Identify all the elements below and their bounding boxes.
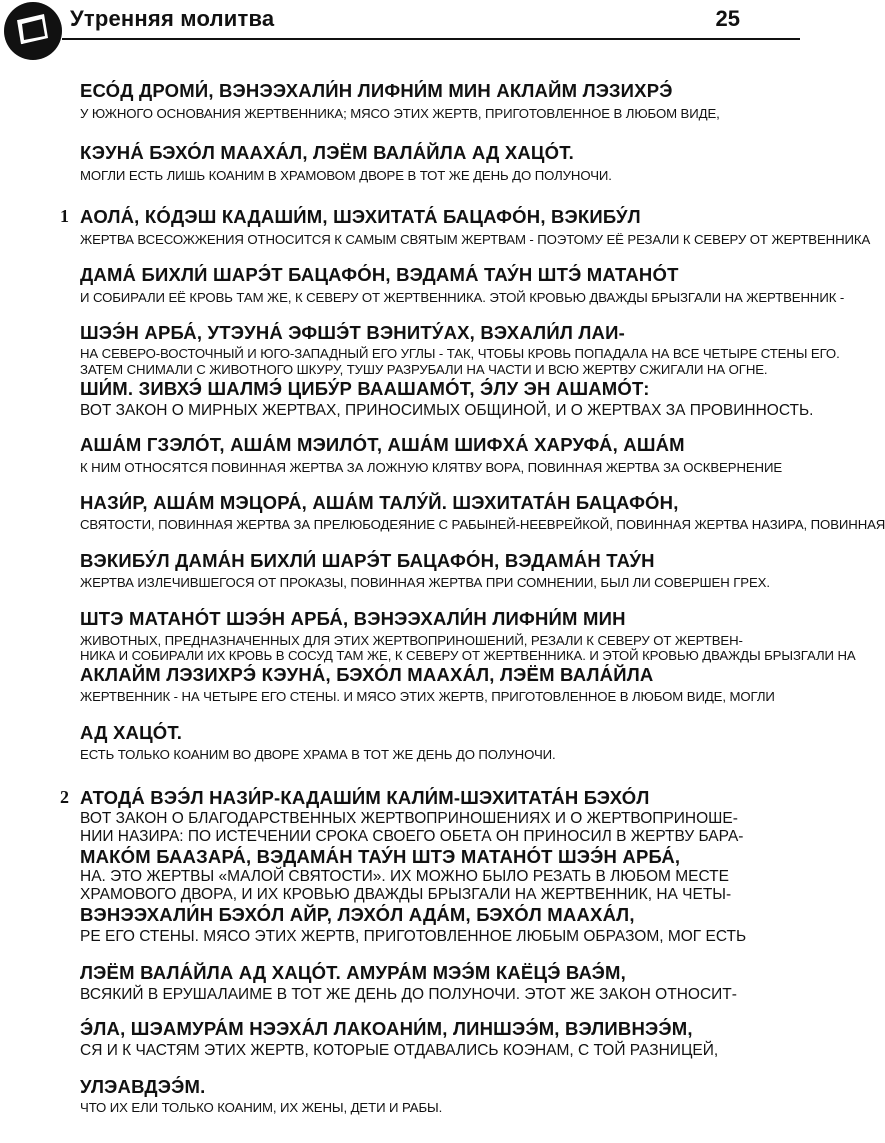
page-header (0, 0, 800, 44)
transliteration-line: АТОДА́ ВЭЭ́Л НАЗИ́Р-КАДАШИ́М КАЛИ́М-ШЭХИТАТА́Н БЭХО́Л (80, 787, 650, 808)
transliteration-line: АОЛА́, КО́ДЭШ КАДАШИ́М, ШЭХИТАТА́ БАЦАФО́Н, ВЭКИБУ́Л (80, 206, 641, 227)
transliteration-line: Э́ЛА, ШЭАМУРА́М НЭЭХА́Л ЛАКОАНИ́М, ЛИНШЭЭ́М, ВЭЛИВНЭЭ́М, (80, 1018, 693, 1039)
page-title: Утренняя молитва (70, 6, 275, 31)
translation-line: НИКА И СОБИРАЛИ ИХ КРОВЬ В СОСУД ТАМ ЖЕ, К СЕВЕРУ ОТ ЖЕРТВЕННИКА. И ЭТОЙ КРОВЬЮ ДВАЖДЫ БРЫЗГАЛИ НА (80, 648, 856, 663)
transliteration-line: НАЗИ́Р, АША́М МЭЦОРА́, АША́М ТАЛУ́Й. ШЭХИТАТА́Н БАЦАФО́Н, (80, 492, 679, 513)
translation-line: НА. ЭТО ЖЕРТВЫ «МАЛОЙ СВЯТОСТИ». ИХ МОЖНО БЫЛО РЕЗАТЬ В ЛЮБОМ МЕСТЕ (80, 868, 729, 885)
translation-line: МОГЛИ ЕСТЬ ЛИШЬ КОАНИМ В ХРАМОВОМ ДВОРЕ В ТОТ ЖЕ ДЕНЬ ДО ПОЛУНОЧИ. (80, 168, 612, 183)
page-number: 25 (715, 6, 740, 31)
translation-line: ВСЯКИЙ В ЕРУШАЛАИМЕ В ТОТ ЖЕ ДЕНЬ ДО ПОЛУНОЧИ. ЭТОТ ЖЕ ЗАКОН ОТНОСИТ- (80, 986, 737, 1003)
translation-line: ЖЕРТВЕННИК - НА ЧЕТЫРЕ ЕГО СТЕНЫ. И МЯСО ЭТИХ ЖЕРТВ, ПРИГОТОВЛЕННОЕ В ЛЮБОМ ВИДЕ, МОГЛИ (80, 689, 775, 704)
translation-line: СВЯТОСТИ, ПОВИННАЯ ЖЕРТВА ЗА ПРЕЛЮБОДЕЯНИЕ С РАБЫНЕЙ-НЕЕВРЕЙКОЙ, ПОВИННАЯ ЖЕРТВА НАЗИРА, ПОВИННАЯ (80, 517, 885, 532)
transliteration-line: ЛЭЁМ ВАЛА́ЙЛА АД ХАЦО́Т. АМУРА́М МЭЭ́М КАЁЦЭ́ ВАЭ́М, (80, 962, 626, 983)
translation-line: СЯ И К ЧАСТЯМ ЭТИХ ЖЕРТВ, КОТОРЫЕ ОТДАВАЛИСЬ КОЭНАМ, С ТОЙ РАЗНИЦЕЙ, (80, 1042, 719, 1059)
header-divider (62, 38, 800, 40)
transliteration-line: ШТЭ МАТАНО́Т ШЭЭ́Н АРБА́, ВЭНЭЭХАЛИ́Н ЛИФНИ́М МИН (80, 608, 626, 629)
translation-line: РЕ ЕГО СТЕНЫ. МЯСО ЭТИХ ЖЕРТВ, ПРИГОТОВЛЕННОЕ ЛЮБЫМ ОБРАЗОМ, МОГ ЕСТЬ (80, 928, 747, 945)
translation-line: ЧТО ИХ ЕЛИ ТОЛЬКО КОАНИМ, ИХ ЖЕНЫ, ДЕТИ И РАБЫ. (80, 1100, 443, 1115)
translation-line: ВОТ ЗАКОН О БЛАГОДАРСТВЕННЫХ ЖЕРТВОПРИНОШЕНИЯХ И О ЖЕРТВОПРИНОШЕ- (80, 810, 738, 827)
translation-line: ЖЕРТВА ИЗЛЕЧИВШЕГОСЯ ОТ ПРОКАЗЫ, ПОВИННАЯ ЖЕРТВА ПРИ СОМНЕНИИ, БЫЛ ЛИ СОВЕРШЕН ГРЕХ. (80, 575, 770, 590)
translation-line: НИИ НАЗИРА: ПО ИСТЕЧЕНИИ СРОКА СВОЕГО ОБЕТА ОН ПРИНОСИЛ В ЖЕРТВУ БАРА- (80, 828, 744, 845)
paragraph-number: 1 (60, 206, 69, 226)
translation-line: ХРАМОВОГО ДВОРА, И ИХ КРОВЬЮ ДВАЖДЫ БРЫЗГАЛИ НА ЖЕРТВЕННИК, НА ЧЕТЫ- (80, 886, 732, 903)
transliteration-line: ШЭЭ́Н АРБА́, УТЭУНА́ ЭФШЭ́Т ВЭНИТУ́АХ, ВЭХАЛИ́Л ЛАИ- (80, 322, 625, 343)
translation-line: И СОБИРАЛИ ЕЁ КРОВЬ ТАМ ЖЕ, К СЕВЕРУ ОТ ЖЕРТВЕННИКА. ЭТОЙ КРОВЬЮ ДВАЖДЫ БРЫЗГАЛИ НА ЖЕРТВЕННИК - (80, 290, 845, 305)
transliteration-line: ДАМА́ БИХЛИ́ ШАРЭ́Т БАЦАФО́Н, ВЭДАМА́ ТАУ́Н ШТЭ́ МАТАНО́Т (80, 264, 679, 285)
transliteration-line: АКЛАЙМ ЛЭЗИХРЭ́ КЭУНА́, БЭХО́Л МААХА́Л, ЛЭЁМ ВАЛА́ЙЛА (80, 664, 654, 685)
translation-line: ЕСТЬ ТОЛЬКО КОАНИМ ВО ДВОРЕ ХРАМА В ТОТ ЖЕ ДЕНЬ ДО ПОЛУНОЧИ. (80, 747, 556, 762)
translation-line: НА СЕВЕРО-ВОСТОЧНЫЙ И ЮГО-ЗАПАДНЫЙ ЕГО УГЛЫ - ТАК, ЧТОБЫ КРОВЬ ПОПАДАЛА НА ВСЕ ЧЕТЫРЕ СТЕНЫ ЕГО. (80, 346, 840, 361)
transliteration-line: КЭУНА́ БЭХО́Л МААХА́Л, ЛЭЁМ ВАЛА́ЙЛА АД ХАЦО́Т. (80, 142, 574, 163)
transliteration-line: ВЭКИБУ́Л ДАМА́Н БИХЛИ́ ШАРЭ́Т БАЦАФО́Н, ВЭДАМА́Н ТАУ́Н (80, 550, 655, 571)
translation-line: ЖИВОТНЫХ, ПРЕДНАЗНАЧЕННЫХ ДЛЯ ЭТИХ ЖЕРТВОПРИНОШЕНИЙ, РЕЗАЛИ К СЕВЕРУ ОТ ЖЕРТВЕН- (80, 633, 743, 648)
book-logo-icon (4, 2, 62, 60)
translation-line: ЖЕРТВА ВСЕСОЖЖЕНИЯ ОТНОСИТСЯ К САМЫМ СВЯТЫМ ЖЕРТВАМ - ПОЭТОМУ ЕЁ РЕЗАЛИ К СЕВЕРУ ОТ ЖЕРТВЕННИКА (80, 232, 871, 247)
transliteration-line: ШИ́М. ЗИВХЭ́ ШАЛМЭ́ ЦИБУ́Р ВААШАМО́Т, Э́ЛУ ЭН АШАМО́Т: (80, 378, 650, 399)
translation-line: К НИМ ОТНОСЯТСЯ ПОВИННАЯ ЖЕРТВА ЗА ЛОЖНУЮ КЛЯТВУ ВОРА, ПОВИННАЯ ЖЕРТВА ЗА ОСКВЕРНЕНИЕ (80, 460, 783, 475)
transliteration-line: АША́М ГЗЭЛО́Т, АША́М МЭИЛО́Т, АША́М ШИФХА́ ХАРУФА́, АША́М (80, 434, 685, 455)
transliteration-line: ВЭНЭЭХАЛИ́Н БЭХО́Л АЙР, ЛЭХО́Л АДА́М, БЭХО́Л МААХА́Л, (80, 904, 635, 925)
transliteration-line: МАКО́М БААЗАРА́, ВЭДАМА́Н ТАУ́Н ШТЭ МАТАНО́Т ШЭЭ́Н АРБА́, (80, 846, 681, 867)
translation-line: ВОТ ЗАКОН О МИРНЫХ ЖЕРТВАХ, ПРИНОСИМЫХ ОБЩИНОЙ, И О ЖЕРТВАХ ЗА ПРОВИННОСТЬ. (80, 402, 814, 419)
transliteration-line: АД ХАЦО́Т. (80, 722, 183, 743)
translation-line: У ЮЖНОГО ОСНОВАНИЯ ЖЕРТВЕННИКА; МЯСО ЭТИХ ЖЕРТВ, ПРИГОТОВЛЕННОЕ В ЛЮБОМ ВИДЕ, (80, 106, 720, 121)
transliteration-line: УЛЭАВДЭЭ́М. (80, 1076, 206, 1097)
translation-line: ЗАТЕМ СНИМАЛИ С ЖИВОТНОГО ШКУРУ, ТУШУ РАЗРУБАЛИ НА ЧАСТИ И ВСЮ ЖЕРТВУ СЖИГАЛИ НА ОГНЕ. (80, 362, 768, 377)
transliteration-line: ЕСО́Д ДРОМИ́, ВЭНЭЭХАЛИ́Н ЛИФНИ́М МИН АКЛАЙМ ЛЭЗИХРЭ́ (80, 80, 673, 101)
paragraph-number: 2 (60, 787, 69, 807)
